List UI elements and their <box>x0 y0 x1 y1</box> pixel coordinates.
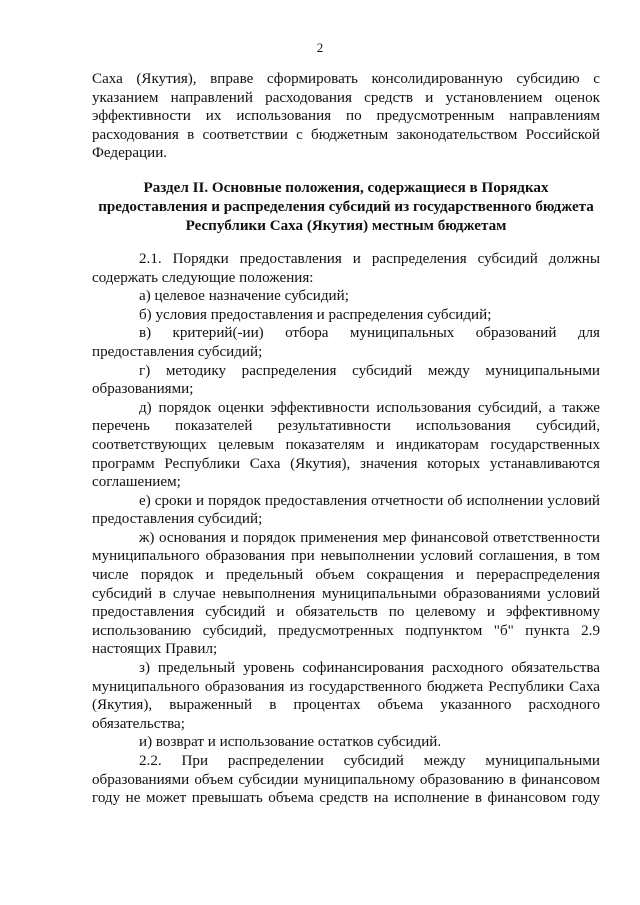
list-item-a: а) целевое назначение субсидий; <box>139 288 349 305</box>
list-item-b: б) условия предоставления и распределения субсидий; <box>139 306 492 323</box>
list-item-v: в) критерий(-ии) отбора муниципальных образований для предоставления субсидий; <box>92 325 600 360</box>
list-item-e: е) сроки и порядок предоставления отчетности об исполнении условий предоставления субсидий; <box>92 492 600 528</box>
list-item-d: д) порядок оценки эффективности использования субсидий, а также перечень показателей результативности использования субсидий, соответствующих целевым показателям и индикаторам государственных программ Республики Саха (Якутия), значения которых устанавливаются соглашением; <box>92 399 600 491</box>
section-heading: Раздел II. Основные положения, содержащиеся в Порядках предоставления и распределения субсидий из государственного бюджета Республики Саха (Якутия) местным бюджетам <box>98 179 594 234</box>
list-item-zh: ж) основания и порядок применения мер финансовой ответственности муниципального образования при невыполнении условий соглашения, в том числе порядок и предельный объем сокращения и перераспределения субсидий в случае невыполнения муниципальными образованиями условий предоставления субсидий и обязательств по целевому и эффективному использованию субсидий, предусмотренных подпунктом "б" пункта 2.9 настоящих Правил; <box>92 529 600 658</box>
page-body <box>92 70 600 808</box>
list-item-i: и) возврат и использование остатков субсидий. <box>139 734 442 751</box>
intro-paragraph: Саха (Якутия), вправе сформировать консолидированную субсидию с указанием направлений расходования средств и установлением оценок эффективности их использования по предусмотренным направлениям расходования в соответствии с бюджетным законодательством Российской Федерации. <box>92 71 600 162</box>
page-number: 2 <box>316 40 324 55</box>
list-item-g: г) методику распределения субсидий между муниципальными образованиями; <box>92 362 600 398</box>
list-item-z: з) предельный уровень софинансирования расходного обязательства муниципального образования из государственного бюджета Республики Саха (Якутия), выраженный в процентах объема указанного расходного обязательства; <box>92 660 600 732</box>
clause-2-2: 2.2. При распределении субсидий между муниципальными образованиями объем субсидии муниципальному образованию в финансовом году не может превышать объема средств на исполнение в финансовом году <box>92 753 600 807</box>
clause-2-1-intro: 2.1. Порядки предоставления и распределения субсидий должны содержать следующие положения: <box>92 250 600 286</box>
